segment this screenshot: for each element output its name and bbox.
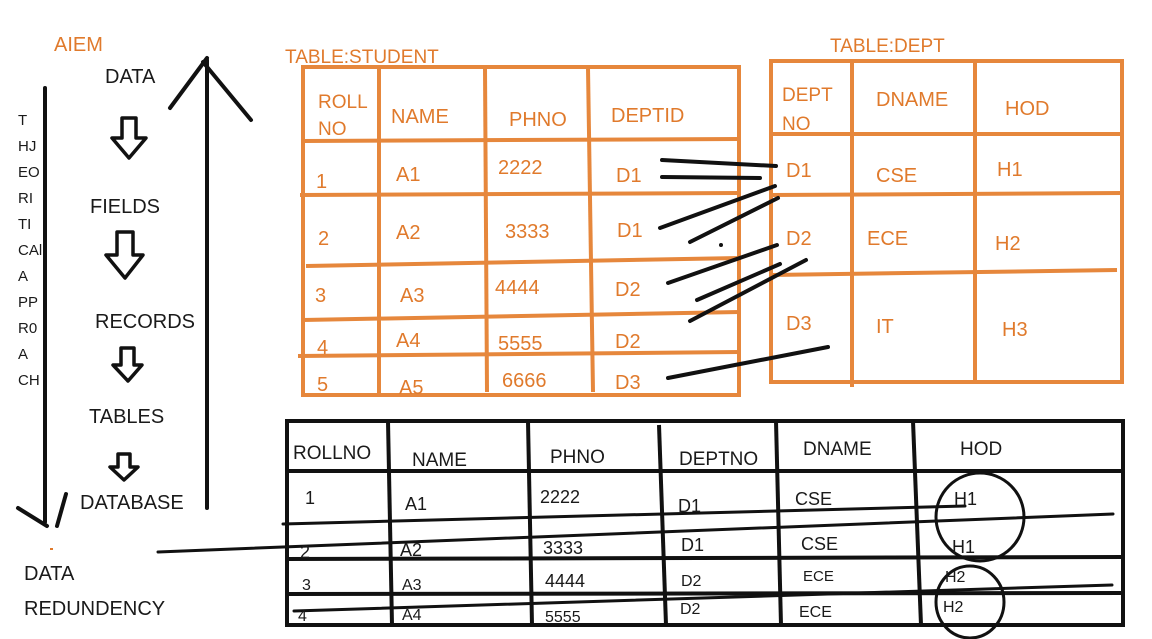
dept-cell: H2	[995, 233, 1021, 255]
student-cell: A1	[396, 164, 421, 186]
student-cell: D3	[615, 372, 641, 394]
joined-cell: H2	[943, 599, 964, 616]
student-cell: A3	[400, 285, 425, 307]
joined-cell: H1	[954, 489, 978, 509]
dept-cell: D1	[786, 160, 812, 182]
student-table-title: TABLE:STUDENT	[285, 47, 439, 68]
student-cell: 6666	[502, 370, 547, 392]
redundancy-label-2: REDUNDENCY	[24, 598, 166, 620]
student-header-no: NO	[318, 119, 347, 140]
joined-cell: D2	[680, 601, 701, 618]
student-cell: 2222	[498, 157, 543, 179]
student-cell: 2	[318, 228, 330, 250]
block-arrow-icon	[106, 232, 143, 278]
dept-cell: CSE	[876, 165, 918, 187]
joined-header-dname: DNAME	[803, 439, 872, 460]
student-header-phno: PHNO	[509, 109, 567, 131]
redundancy-label-1: DATA	[24, 563, 75, 585]
joined-cell: ECE	[803, 568, 834, 585]
hierarchy-database: DATABASE	[80, 492, 184, 514]
student-cell: A2	[396, 222, 421, 244]
joined-cell: 1	[305, 488, 316, 508]
dept-cell: H3	[1002, 319, 1028, 341]
hierarchy-tables: TABLES	[89, 406, 165, 428]
joined-header-hod: HOD	[960, 439, 1003, 460]
dept-table-title: TABLE:DEPT	[830, 36, 945, 57]
student-cell: D1	[617, 220, 643, 242]
student-header-deptid: DEPTID	[611, 105, 685, 127]
joined-cell: D1	[681, 535, 705, 555]
org-label: AIEM	[54, 34, 103, 56]
student-cell: A4	[396, 330, 421, 352]
hierarchy-records: RECORDS	[95, 311, 196, 333]
student-cell: 3	[315, 285, 327, 307]
student-cell: D2	[615, 331, 641, 353]
joined-cell: A3	[402, 577, 422, 594]
vertical-letters: T HJ EO RI TI CAl A PP R0 A CH	[18, 112, 43, 389]
dept-header-dept: DEPT	[782, 85, 833, 106]
joined-cell: 3333	[543, 538, 584, 558]
student-cell: 4	[317, 337, 329, 359]
dept-cell: H1	[997, 159, 1023, 181]
joined-header-phno: PHNO	[550, 447, 605, 468]
joined-header-rollno: ROLLNO	[293, 443, 372, 464]
dept-cell: ECE	[867, 228, 909, 250]
joined-cell: 3	[302, 577, 311, 594]
dept-cell: D3	[786, 313, 812, 335]
student-header-roll: ROLL	[318, 92, 368, 113]
student-cell: 1	[316, 171, 328, 193]
joined-cell: H2	[945, 569, 966, 586]
block-arrow-icon	[113, 348, 142, 381]
joined-cell: CSE	[795, 489, 833, 509]
joined-header-name: NAME	[412, 450, 467, 471]
student-cell: 5555	[498, 333, 543, 355]
dept-header-hod: HOD	[1005, 98, 1050, 120]
hierarchy-fields: FIELDS	[90, 196, 161, 218]
dept-cell: D2	[786, 228, 812, 250]
joined-cell: 2	[300, 542, 311, 562]
joined-cell: A1	[405, 494, 428, 514]
dept-header-dname: DNAME	[876, 89, 949, 111]
joined-header-deptno: DEPTNO	[679, 449, 759, 470]
joined-cell: ECE	[799, 604, 832, 621]
joined-cell: 2222	[540, 487, 581, 507]
student-cell: 4444	[495, 277, 540, 299]
up-arrow-icon	[170, 58, 251, 508]
joined-cell: 4444	[545, 571, 586, 591]
student-cell: A5	[399, 377, 424, 399]
joined-cell: A2	[400, 540, 423, 560]
joined-cell: D2	[681, 573, 702, 590]
joined-cell: D1	[678, 496, 702, 516]
block-arrow-icon	[112, 118, 146, 158]
student-cell: 3333	[505, 221, 550, 243]
joined-cell: H1	[952, 537, 976, 557]
block-arrow-icon	[110, 454, 138, 480]
dept-cell: IT	[876, 316, 894, 338]
student-header-name: NAME	[391, 106, 449, 128]
student-cell: D2	[615, 279, 641, 301]
joined-cell: A4	[402, 607, 422, 624]
hierarchy-data: DATA	[105, 66, 156, 88]
joined-cell: CSE	[801, 534, 839, 554]
student-cell: 5	[317, 374, 329, 396]
joined-cell: 5555	[545, 609, 581, 626]
dept-header-no: NO	[782, 114, 811, 135]
student-cell: D1	[616, 165, 642, 187]
joined-cell: 4	[298, 608, 307, 625]
